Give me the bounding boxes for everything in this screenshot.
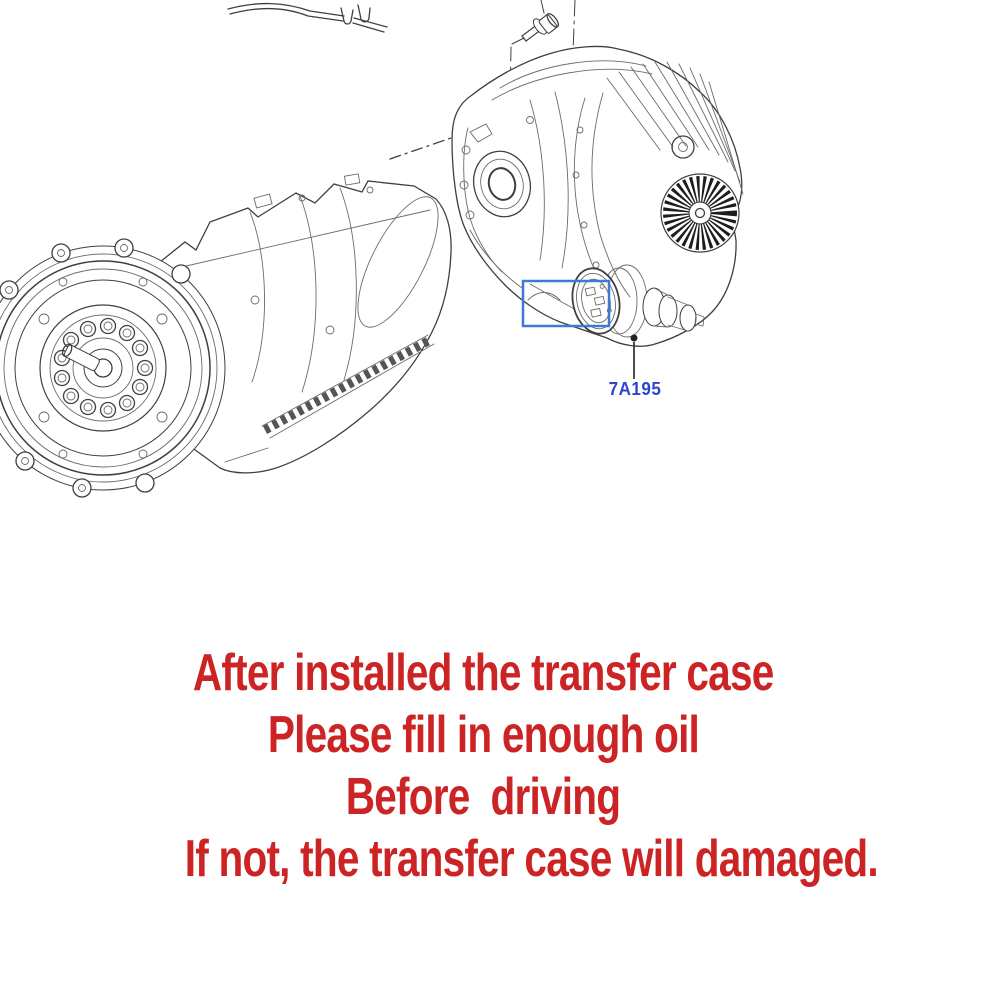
part-number-label: 7A195 <box>608 379 662 399</box>
warning-line-4: If not, the transfer case will damaged. <box>184 830 878 888</box>
flywheel-drawing <box>0 261 210 475</box>
mounting-bolt-drawing <box>522 12 560 41</box>
automatic-transmission-drawing <box>0 174 454 497</box>
warning-text-block <box>0 580 880 888</box>
warning-line-2: Please fill in enough oil <box>267 706 699 764</box>
warning-line-1: After installed the transfer case <box>193 644 774 702</box>
coolant-pipe-fragment-drawing <box>228 4 387 32</box>
warning-line-3: Before driving <box>346 768 621 826</box>
actuator-motor <box>661 174 739 252</box>
transfer-case-drawing <box>452 46 743 346</box>
